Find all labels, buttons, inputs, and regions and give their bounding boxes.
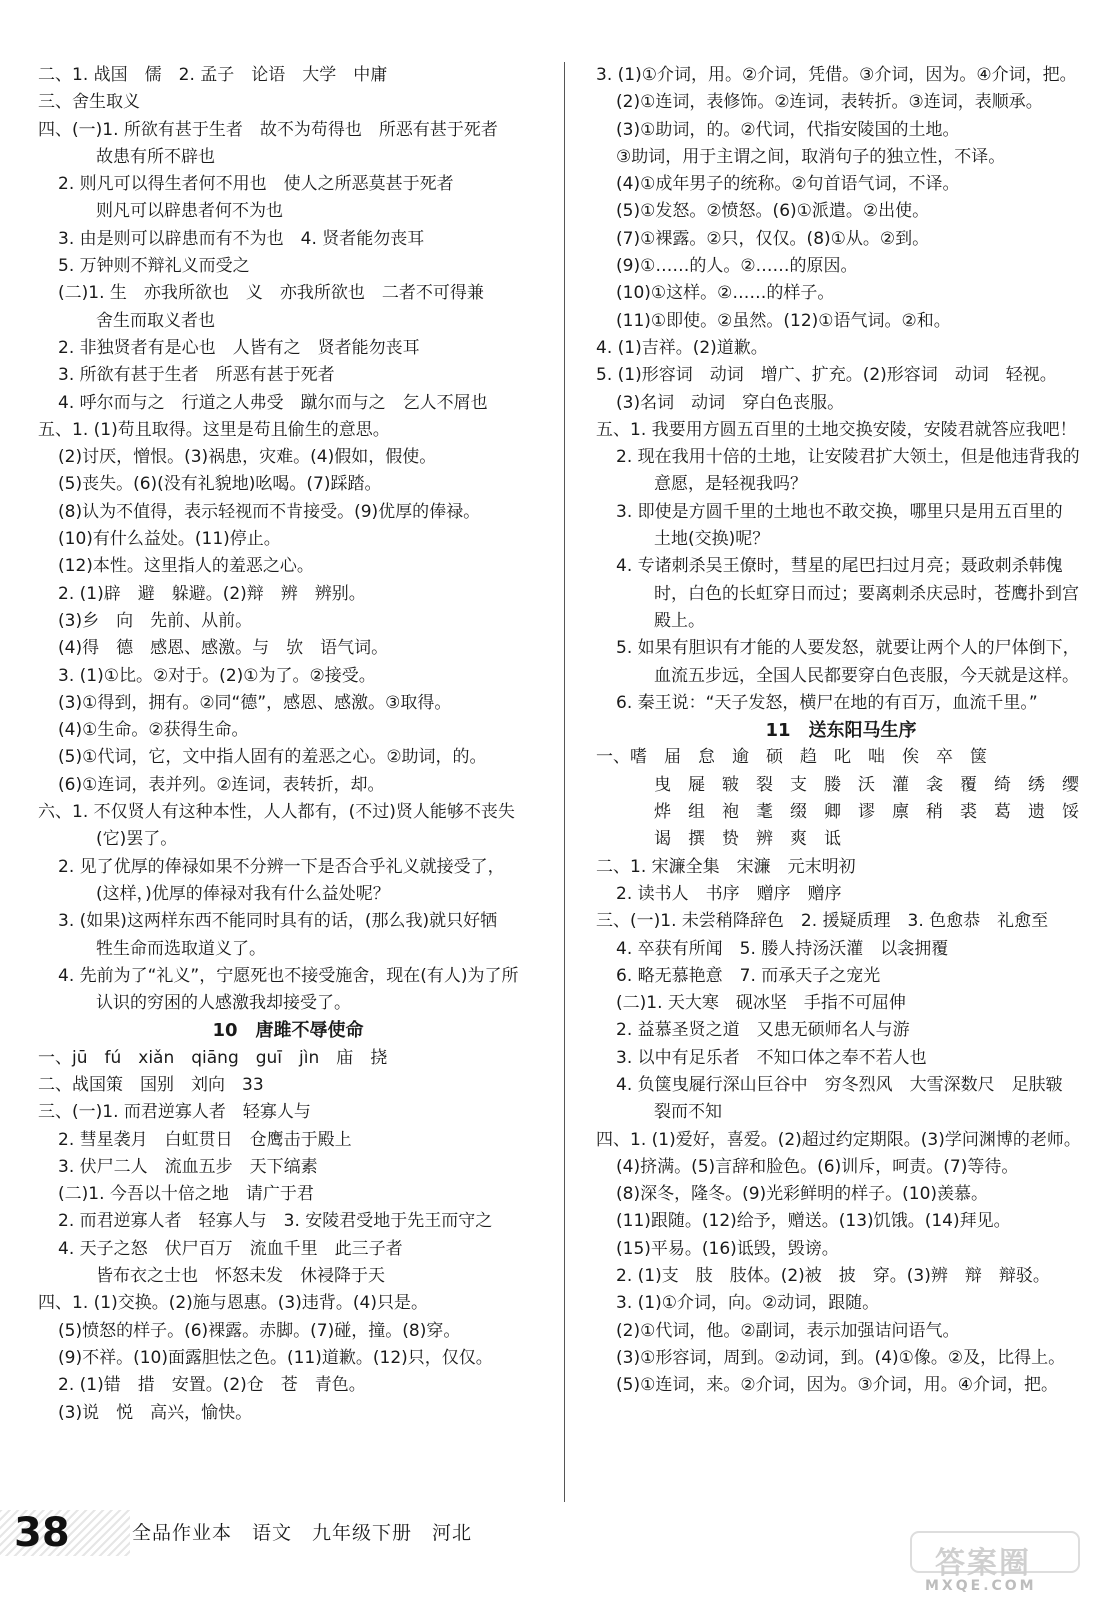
- left-text-line: (3)①得到，拥有。②同“德”，感恩、感激。③取得。: [58, 692, 452, 713]
- left-text-line: (二)1. 今吾以十倍之地 请广于君: [58, 1184, 314, 1205]
- right-text-line: (11)①即使。②虽然。(12)①语气词。②和。: [616, 310, 951, 331]
- left-text-line: (5)①代词，它，文中指人固有的羞恶之心。②助词，的。: [58, 747, 487, 768]
- left-text-line: (它)罢了。: [96, 829, 178, 850]
- page-number: 38: [14, 1510, 70, 1556]
- right-text-line: (8)深冬，隆冬。(9)光彩鲜明的样子。(10)羡慕。: [616, 1184, 989, 1205]
- left-text-line: 2. (1)错 措 安置。(2)仓 苍 青色。: [58, 1375, 366, 1396]
- right-text-line: 血流五步远，全国人民都要穿白色丧服，今天就是这样。: [654, 665, 1079, 686]
- left-text-line: (8)认为不值得，表示轻视而不肯接受。(9)优厚的俸禄。: [58, 501, 481, 522]
- right-text-line: 2. 现在我用十倍的土地，让安陵君扩大领土，但是他违背我的: [616, 447, 1080, 468]
- right-text-line: 二、1. 宋濂全集 宋濂 元末明初: [596, 856, 856, 877]
- right-text-line: 3. (1)①介词，向。②动词，跟随。: [616, 1293, 880, 1314]
- right-text-line: 2. (1)支 肢 肢体。(2)被 披 穿。(3)辨 辩 辩驳。: [616, 1266, 1050, 1287]
- right-text-line: (3)①助词，的。②代词，代指安陵国的土地。: [616, 119, 960, 140]
- left-text-line: 认识的穷困的人感激我却接受了。: [96, 993, 351, 1014]
- left-text-line: (2)讨厌，憎恨。(3)祸患，灾难。(4)假如，假使。: [58, 447, 437, 468]
- right-text-line: (10)①这样。②……的样子。: [616, 283, 835, 304]
- right-text-line: 四、1. (1)爱好，喜爱。(2)超过约定期限。(3)学问渊博的老师。: [596, 1129, 1081, 1150]
- left-text-line: 三、(一)1. 而君逆寡人者 轻寡人与: [38, 1102, 311, 1123]
- right-text-line: (二)1. 天大寒 砚冰坚 手指不可屈伸: [616, 993, 906, 1014]
- left-text-line: 2. (1)辟 避 躲避。(2)辩 辨 辨别。: [58, 583, 366, 604]
- section-heading: 10 唐雎不辱使命: [212, 1020, 364, 1042]
- left-text-line: (5)丧失。(6)(没有礼貌地)吆喝。(7)踩踏。: [58, 474, 382, 495]
- right-text-line: 意愿，是轻视我吗？: [654, 474, 807, 495]
- right-text-line: (5)①发怒。②愤怒。(6)①派遣。②出使。: [616, 201, 930, 222]
- left-text-line: 则凡可以辟患者何不为也: [96, 201, 283, 222]
- left-text-line: 牲生命而选取道义了。: [96, 938, 266, 959]
- left-text-line: 2. 彗星袭月 白虹贯日 仓鹰击于殿上: [58, 1129, 352, 1150]
- left-text-line: 4. 先前为了“礼义”，宁愿死也不接受施舍，现在(有人)为了所: [58, 965, 519, 986]
- left-text-line: 舍生而取义者也: [96, 310, 215, 331]
- right-text-line: 殿上。: [654, 610, 705, 631]
- left-text-line: (12)本性。这里指人的羞恶之心。: [58, 556, 314, 577]
- right-text-line: 5. 如果有胆识有才能的人要发怒，就要让两个人的尸体倒下，: [616, 638, 1080, 659]
- left-text-line: 一、jū fú xiǎn qiāng guī jìn 庙 挠: [38, 1047, 388, 1068]
- section-heading: 11 送东阳马生序: [765, 720, 917, 742]
- left-text-line: (这样，)优厚的俸禄对我有什么益处呢？: [96, 883, 390, 904]
- right-text-line: (4)挤满。(5)言辞和脸色。(6)训斥，呵责。(7)等待。: [616, 1156, 1019, 1177]
- right-text-line: (9)①……的人。②……的原因。: [616, 256, 858, 277]
- left-text-line: 三、舍生取义: [38, 92, 140, 113]
- right-text-line: (3)①形容词，周到。②动词，到。(4)①像。②及，比得上。: [616, 1347, 1066, 1368]
- page-footer: [0, 1500, 1101, 1600]
- right-text-line: 2. 读书人 书序 赠序 赠序: [616, 883, 842, 904]
- left-text-line: 五、1. (1)苟且取得。这里是苟且偷生的意思。: [38, 419, 390, 440]
- left-text-line: 3. 伏尸二人 流血五步 天下缟素: [58, 1156, 318, 1177]
- right-text-line: 3. (1)①介词，用。②介词，凭借。③介词，因为。④介词，把。: [596, 65, 1077, 85]
- left-text-line: 4. 呼尔而与之 行道之人弗受 蹴尔而与之 乞人不屑也: [58, 392, 488, 413]
- left-text-line: (5)愤怒的样子。(6)裸露。赤脚。(7)碰，撞。(8)穿。: [58, 1320, 461, 1341]
- left-text-line: 2. 见了优厚的俸禄如果不分辨一下是否合乎礼义就接受了，: [58, 856, 505, 877]
- right-text-line: (15)平易。(16)诋毁，毁谤。: [616, 1238, 839, 1259]
- left-text-line: (4)①生命。②获得生命。: [58, 720, 249, 741]
- right-text-line: 3. 即使是方圆千里的土地也不敢交换，哪里只是用五百里的: [616, 501, 1063, 522]
- book-title: 全品作业本 语文 九年级下册 河北: [132, 1522, 473, 1544]
- right-text-line: 三、(一)1. 未尝稍降辞色 2. 援疑质理 3. 色愈恭 礼愈至: [596, 911, 1049, 932]
- right-text-line: (5)①连词，来。②介词，因为。③介词，用。④介词，把。: [616, 1375, 1059, 1396]
- right-text-line: (2)①连词，表修饰。②连词，表转折。③连词，表顺承。: [616, 92, 1043, 113]
- right-text-line: (3)名词 动词 穿白色丧服。: [616, 392, 845, 413]
- right-text-line: 裂而不知: [654, 1102, 722, 1123]
- left-column: [38, 62, 538, 1427]
- left-text-line: 皆布衣之士也 怀怒未发 休祲降于天: [96, 1266, 385, 1287]
- left-text-line: 二、战国策 国别 刘向 33: [38, 1074, 264, 1095]
- right-text-line: 4. (1)吉祥。(2)道歉。: [596, 337, 768, 358]
- left-text-line: 2. 则凡可以得生者何不用也 使人之所恶莫甚于死者: [58, 174, 454, 195]
- right-text-line: 6. 秦王说：“天子发怒，横尸在地的有百万，血流千里。”: [616, 692, 1038, 713]
- left-text-line: (4)得 德 感恩、感激。与 欤 语气词。: [58, 638, 389, 659]
- left-text-line: 3. (1)①比。②对于。(2)①为了。②接受。: [58, 665, 376, 686]
- left-text-line: (二)1. 生 亦我所欲也 义 亦我所欲也 二者不可得兼: [58, 283, 484, 304]
- right-text-line: 6. 略无慕艳意 7. 而承天子之宠光: [616, 965, 881, 986]
- right-column: [596, 62, 1086, 1400]
- right-text-line: 4. 专诸刺杀吴王僚时，彗星的尾巴扫过月亮；聂政刺杀韩傀: [616, 556, 1063, 577]
- right-text-line: 时，白色的长虹穿日而过；要离刺杀庆忌时，苍鹰扑到宫: [654, 583, 1079, 604]
- right-text-line: 5. (1)形容词 动词 增广、扩充。(2)形容词 动词 轻视。: [596, 365, 1057, 386]
- right-text-line: 3. 以中有足乐者 不知口体之奉不若人也: [616, 1047, 927, 1068]
- left-text-line: (6)①连词，表并列。②连词，表转折，却。: [58, 774, 385, 795]
- right-text-line: 4. 负箧曳屣行深山巨谷中 穷冬烈风 大雪深数尺 足肤皲: [616, 1074, 1063, 1095]
- watermark-url: MXQE.COM: [925, 1578, 1037, 1594]
- right-text-line: 一、嗜 届 怠 逾 硕 趋 叱 咄 俟 卒 箧: [596, 747, 987, 768]
- left-text-line: (3)乡 向 先前、从前。: [58, 610, 253, 631]
- left-text-line: 四、(一)1. 所欲有甚于生者 故不为苟得也 所恶有甚于死者: [38, 119, 498, 140]
- right-text-line: 曳 屣 皲 裂 支 媵 沃 灌 衾 覆 绮 绣 缨: [654, 774, 1079, 795]
- left-text-line: 六、1. 不仅贤人有这种本性，人人都有，(不过)贤人能够不丧失: [38, 802, 515, 823]
- watermark-text: 答案圈: [935, 1546, 1031, 1581]
- right-text-line: (4)①成年男子的统称。②句首语气词，不译。: [616, 174, 960, 195]
- left-text-line: 4. 天子之怒 伏尸百万 流血千里 此三子者: [58, 1238, 403, 1259]
- left-text-line: (10)有什么益处。(11)停止。: [58, 529, 281, 550]
- left-text-line: 二、1. 战国 儒 2. 孟子 论语 大学 中庸: [38, 65, 388, 85]
- left-text-line: 故患有所不辟也: [96, 146, 215, 167]
- right-text-line: 土地(交换)呢？: [654, 529, 770, 550]
- right-text-line: 2. 益慕圣贤之道 又患无硕师名人与游: [616, 1020, 910, 1041]
- left-text-line: 2. 非独贤者有是心也 人皆有之 贤者能勿丧耳: [58, 337, 420, 358]
- left-text-line: 2. 而君逆寡人者 轻寡人与 3. 安陵君受地于先王而守之: [58, 1211, 493, 1232]
- left-text-line: 3. 所欲有甚于生者 所恶有甚于死者: [58, 365, 335, 386]
- left-text-line: 5. 万钟则不辩礼义而受之: [58, 256, 250, 277]
- right-text-line: 五、1. 我要用方圆五百里的土地交换安陵，安陵君就答应我吧！: [596, 419, 1077, 440]
- right-text-line: (11)跟随。(12)给予，赠送。(13)饥饿。(14)拜见。: [616, 1211, 1011, 1232]
- left-text-line: (3)说 悦 高兴，愉快。: [58, 1402, 253, 1423]
- left-text-line: 3. 由是则可以辟患而有不为也 4. 贤者能勿丧耳: [58, 228, 425, 249]
- right-text-line: (2)①代词，他。②副词，表示加强诘问语气。: [616, 1320, 960, 1341]
- right-text-line: (7)①裸露。②只，仅仅。(8)①从。②到。: [616, 228, 930, 249]
- right-text-line: 谒 撰 贽 辨 爽 诋: [654, 829, 841, 850]
- left-text-line: (9)不祥。(10)面露胆怯之色。(11)道歉。(12)只，仅仅。: [58, 1347, 493, 1368]
- right-text-line: ③助词，用于主谓之间，取消句子的独立性，不译。: [616, 146, 1006, 167]
- left-text-line: 3. (如果)这两样东西不能同时具有的话，(那么我)就只好牺: [58, 911, 498, 932]
- right-text-line: 4. 卒获有所闻 5. 媵人持汤沃灌 以衾拥覆: [616, 938, 949, 959]
- column-divider: [564, 62, 565, 1502]
- left-text-line: 四、1. (1)交换。(2)施与恩惠。(3)违背。(4)只是。: [38, 1293, 428, 1314]
- right-text-line: 烨 组 袍 耄 缀 卿 谬 廪 稍 裘 葛 遗 馁: [654, 802, 1079, 823]
